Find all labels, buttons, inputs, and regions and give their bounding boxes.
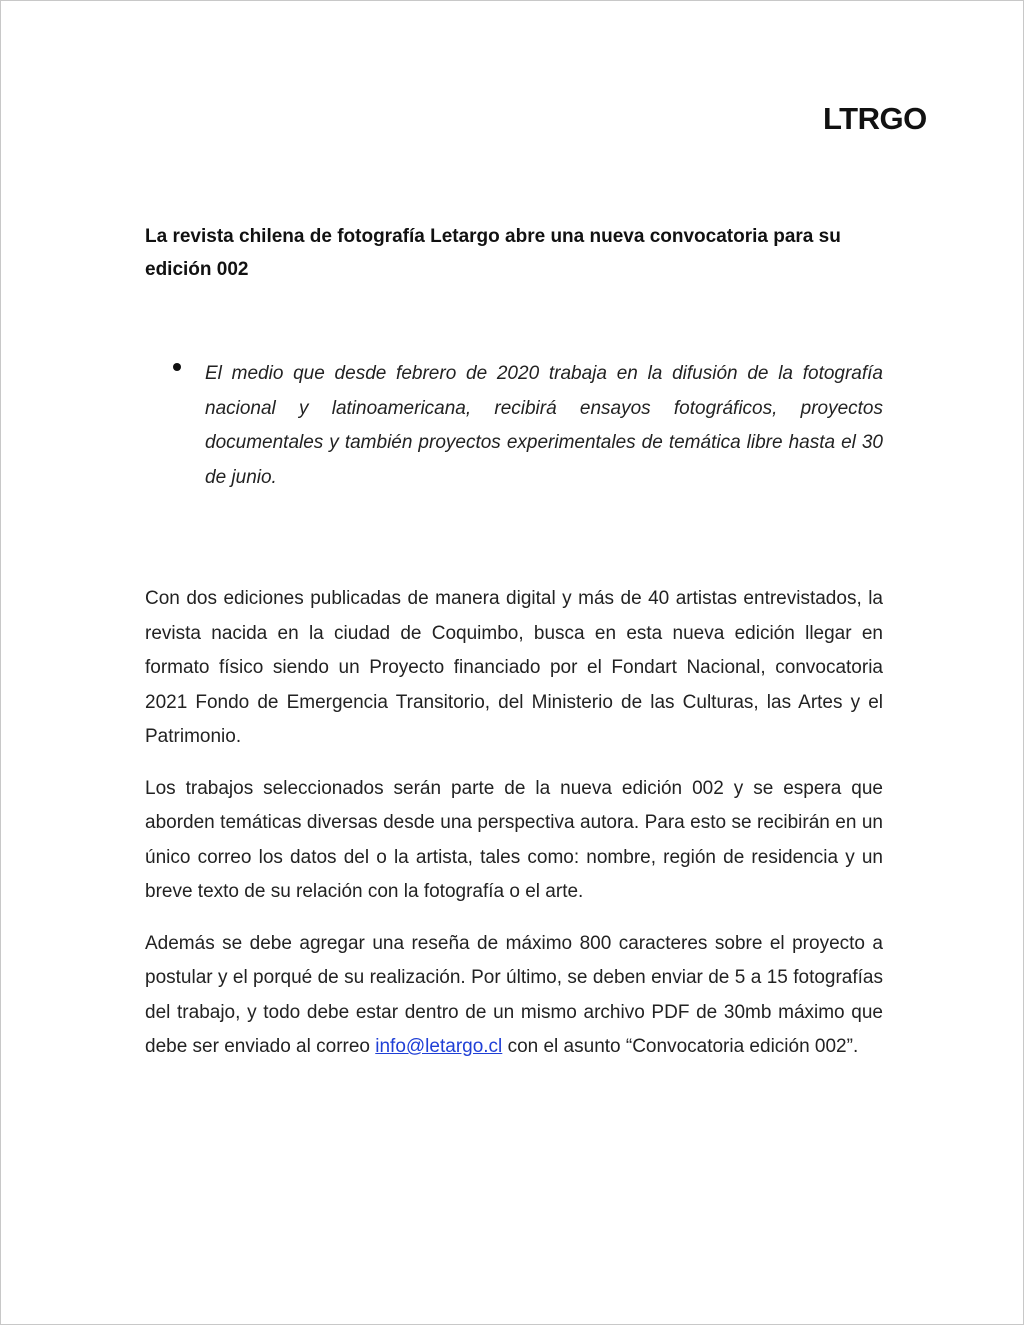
- body-text: [145, 582, 883, 1082]
- paragraph-3-text-end: con el asunto “Convocatoria edición 002”.: [502, 1036, 859, 1057]
- paragraph-3-text-start: Además se debe agregar una reseña de máximo 800 caracteres sobre el proyecto a postular y el porqué de su realización. Por último, se deben enviar de 5 a 15 fotografías del trabajo, y todo debe estar dentro de un mismo archivo PDF de 30mb máximo que debe ser enviado al correo: [145, 932, 883, 1057]
- email-link[interactable]: info@letargo.cl: [375, 1036, 503, 1057]
- paragraph-1: Con dos ediciones publicadas de manera digital y más de 40 artistas entrevistados, la revista nacida en la ciudad de Coquimbo, busca en esta nueva edición llegar en formato físico siendo un Proyecto financiado por el Fondart Nacional, convocatoria 2021 Fondo de Emergencia Transitorio, del Ministerio de las Culturas, las Artes y el Patrimonio.: [145, 588, 883, 747]
- brand-logo: LTRGO: [823, 101, 927, 136]
- headline: La revista chilena de fotografía Letargo abre una nueva convocatoria para su edición 002: [145, 226, 841, 280]
- bullet-list: [145, 357, 885, 495]
- paragraph-3: [145, 927, 883, 1065]
- paragraph-2: Los trabajos seleccionados serán parte de la nueva edición 002 y se espera que aborden temáticas diversas desde una perspectiva autora. Para esto se recibirán en un único correo los datos del o la artista, tales como: nombre, región de residencia y un breve texto de su relación con la fotografía o el arte.: [145, 777, 883, 902]
- bullet-icon: [173, 363, 181, 371]
- bullet-item-text: El medio que desde febrero de 2020 trabaja en la difusión de la fotografía nacional y latinoamericana, recibirá ensayos fotográficos, proyectos documentales y también proyectos experimentales de temática libre hasta el 30 de junio.: [205, 363, 883, 488]
